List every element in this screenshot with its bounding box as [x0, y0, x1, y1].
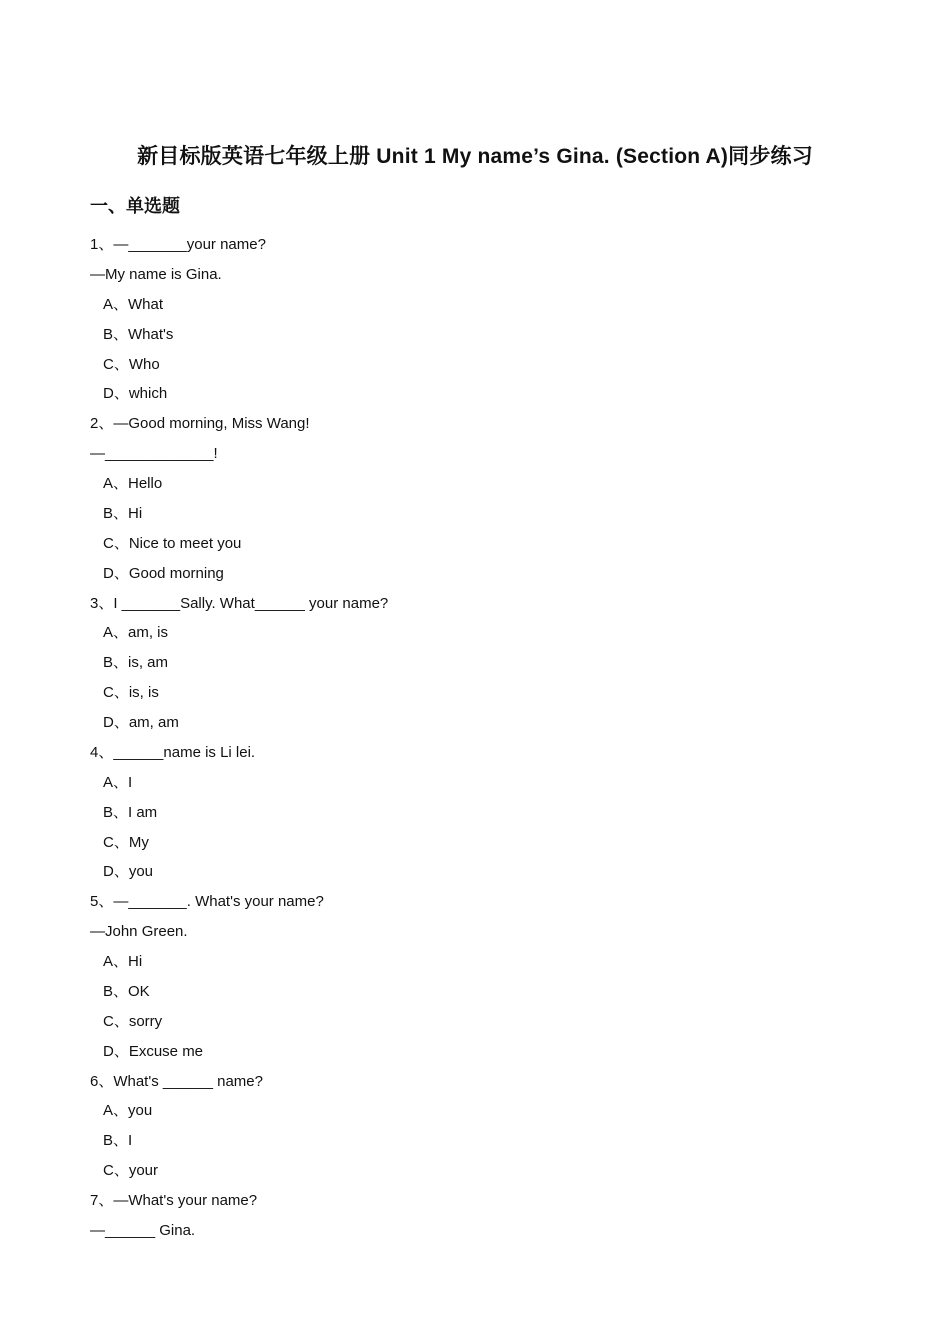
- question-2-option-d: D、Good morning: [103, 564, 224, 582]
- question-3-option-d: D、am, am: [103, 714, 179, 731]
- document-title: 新目标版英语七年级上册 Unit 1 My name’s Gina. (Section A)同步练习: [137, 145, 813, 168]
- question-5-response: —John Green.: [90, 923, 188, 941]
- question-4-option-c: C、My: [103, 833, 149, 851]
- question-3-option-c: C、is, is: [103, 684, 159, 702]
- question-3-stem: 3、I _______Sally. What______ your name?: [90, 594, 389, 612]
- question-5-option-a: A、Hi: [103, 953, 143, 970]
- question-list: [90, 230, 870, 1246]
- question-5-stem: 5、—_______. What's your name?: [90, 893, 324, 911]
- question-5-option-d: D、Excuse me: [103, 1042, 204, 1060]
- question-1-response: —My name is Gina.: [90, 265, 222, 283]
- question-1-option-b: B、What's: [103, 325, 174, 343]
- question-1-option-d: D、which: [103, 385, 168, 403]
- question-1-option-a: A、What: [103, 295, 164, 313]
- question-2-option-a: A、Hello: [103, 475, 163, 492]
- question-6-option-a: A、you: [103, 1102, 153, 1120]
- question-4-stem: 4、______name is Li lei.: [90, 743, 256, 761]
- question-7-stem: 7、—What's your name?: [90, 1192, 258, 1209]
- question-5-option-b: B、OK: [103, 982, 150, 1000]
- question-3-option-a: A、am, is: [103, 624, 169, 642]
- question-2-option-c: C、Nice to meet you: [103, 534, 242, 552]
- question-2-option-b: B、Hi: [103, 504, 143, 522]
- question-5-option-c: C、sorry: [103, 1012, 163, 1030]
- question-2-stem: 2、—Good morning, Miss Wang!: [90, 415, 310, 433]
- question-1-stem: 1、—_______your name?: [90, 236, 266, 253]
- question-6-option-b: B、I: [103, 1132, 133, 1150]
- question-4-option-d: D、you: [103, 863, 154, 881]
- question-4-option-a: A、I: [103, 773, 133, 791]
- question-2-response: —_____________!: [90, 445, 218, 463]
- question-6-stem: 6、What's ______ name?: [90, 1072, 263, 1090]
- question-7-response: —______ Gina.: [90, 1221, 196, 1239]
- question-6-option-c: C、your: [103, 1162, 159, 1180]
- question-3-option-b: B、is, am: [103, 654, 169, 672]
- question-1-option-c: C、Who: [103, 355, 160, 373]
- question-4-option-b: B、I am: [103, 803, 158, 821]
- section-heading: 一、单选题: [90, 196, 180, 216]
